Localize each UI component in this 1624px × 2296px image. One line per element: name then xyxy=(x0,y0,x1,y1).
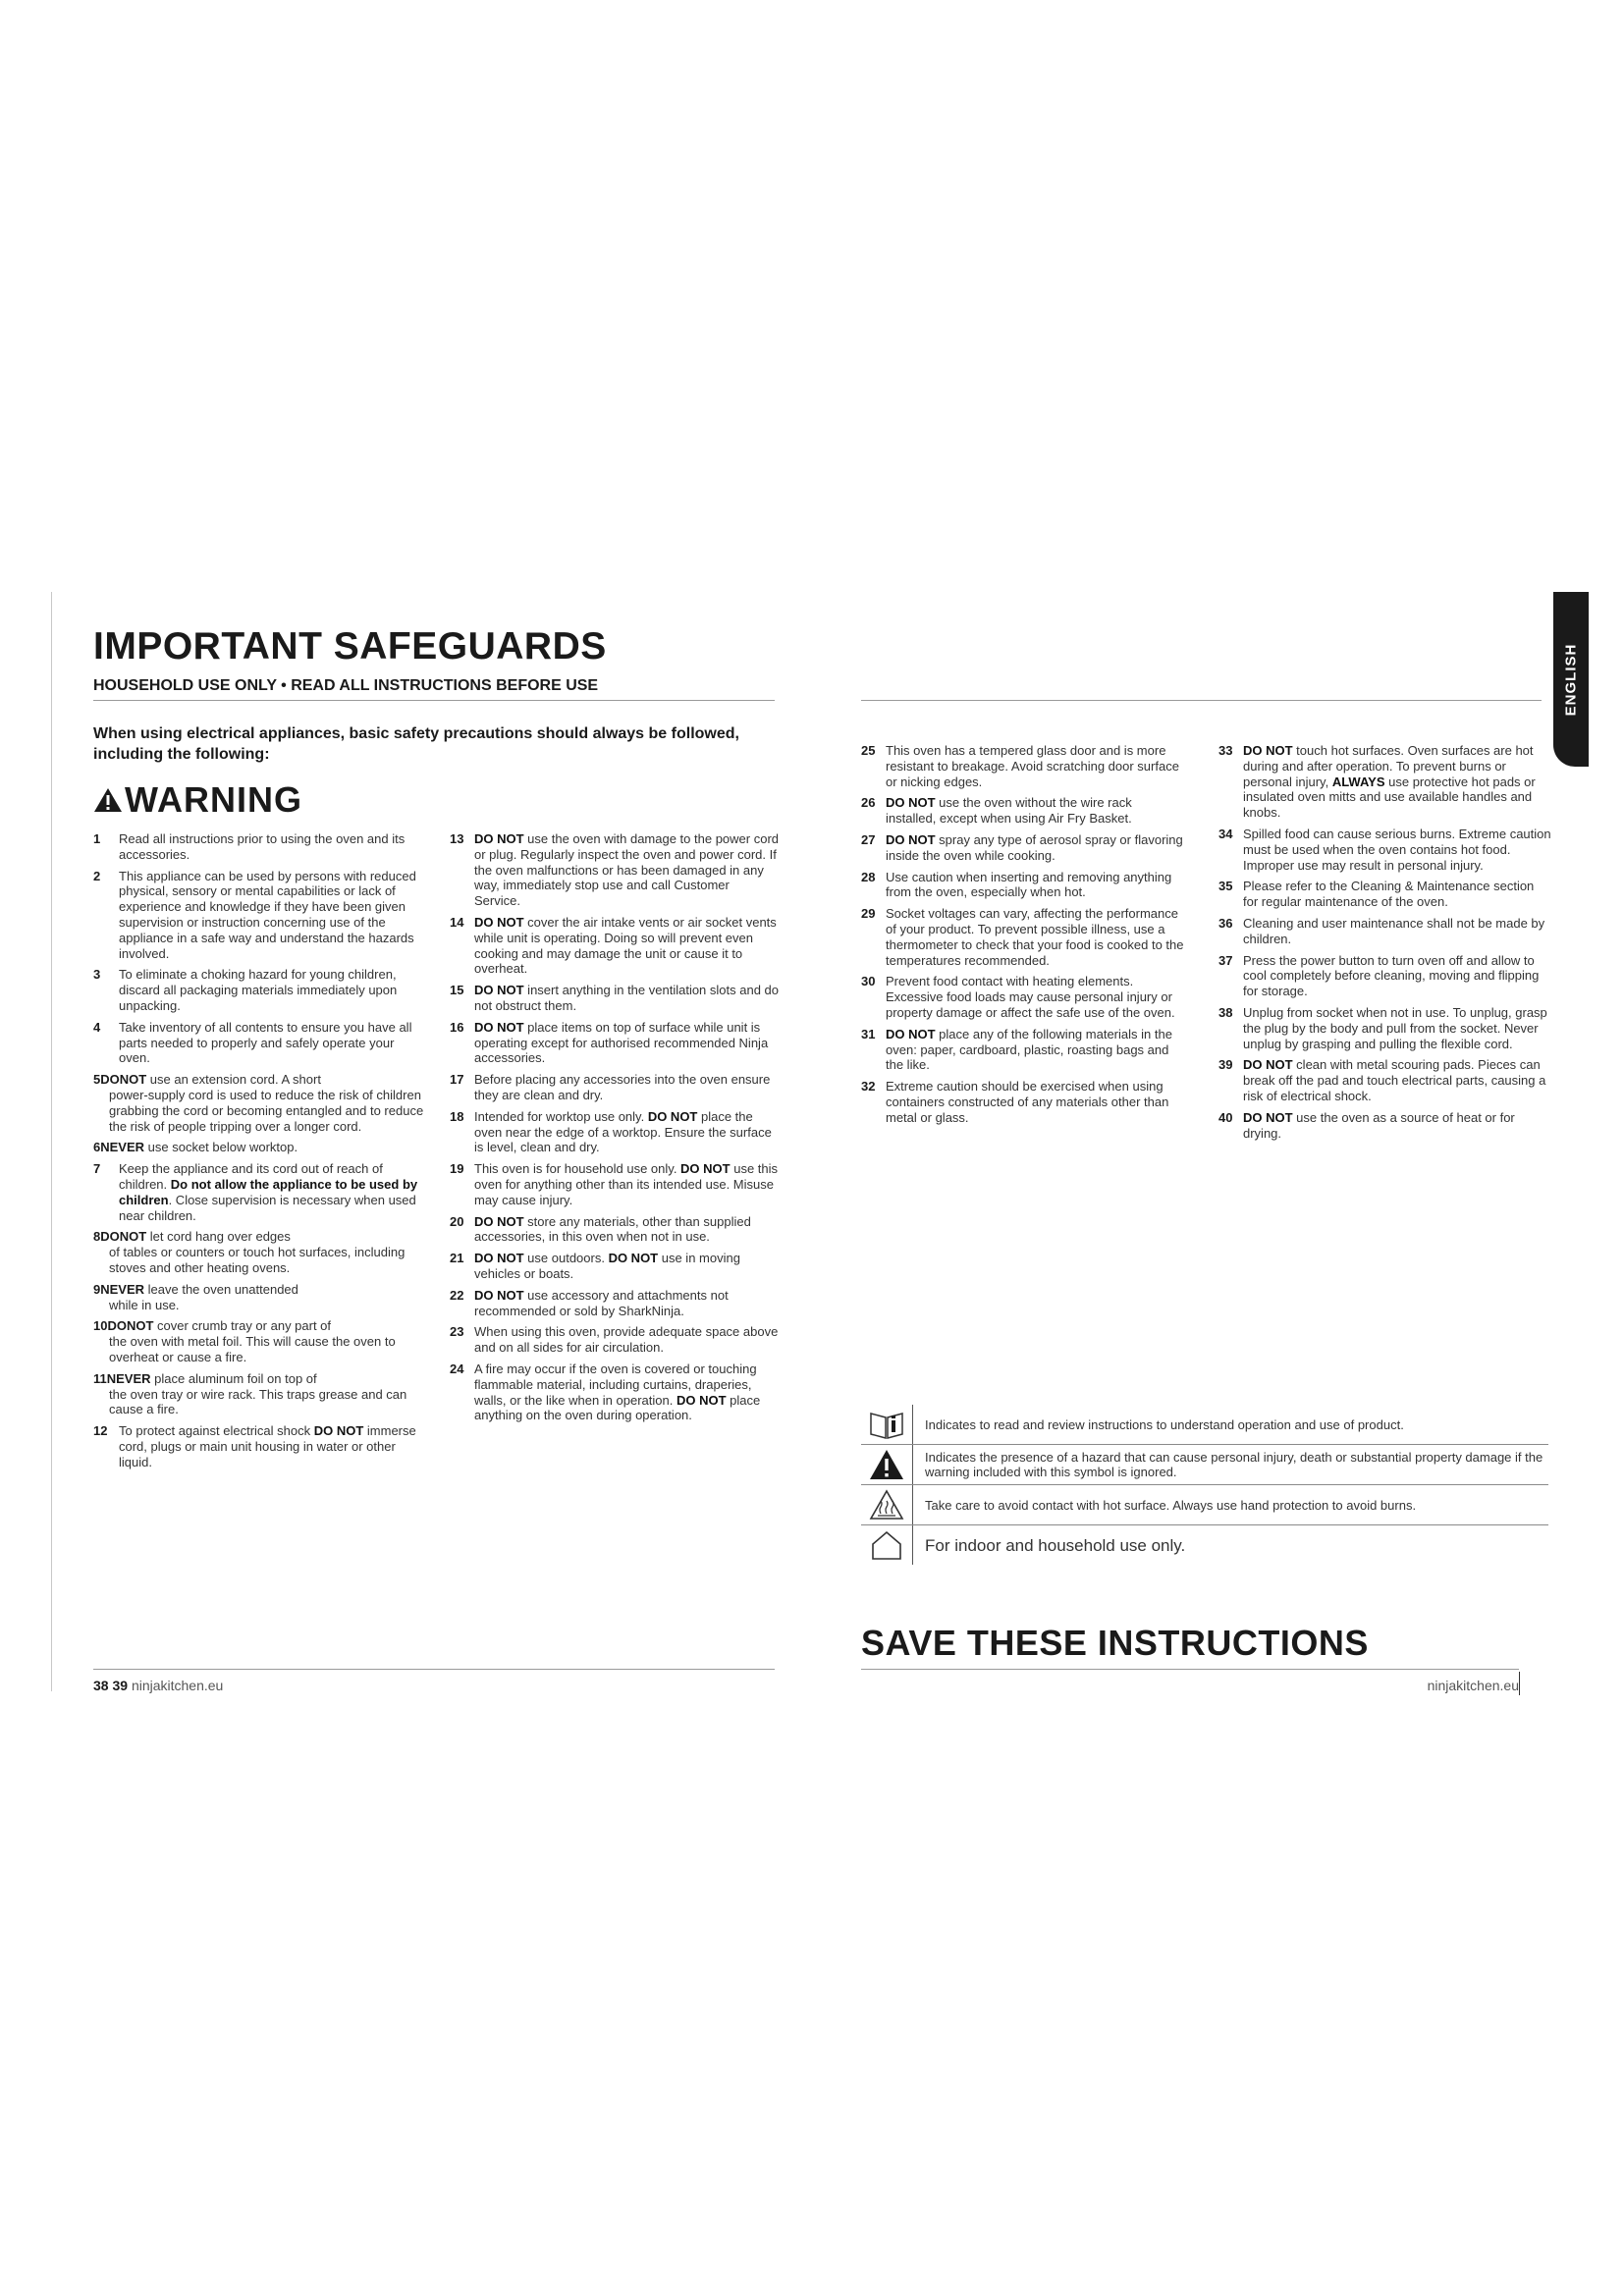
footer-website-left: ninjakitchen.eu xyxy=(131,1678,224,1693)
safeguard-text-run: use protective hot pads or insulated oven mitts and use available handles and knobs. xyxy=(1243,774,1536,821)
symbol-description: Take care to avoid contact with hot surface. Always use hand protection to avoid burns. xyxy=(925,1497,1417,1513)
safeguard-emphasis: DO NOT xyxy=(474,1287,524,1303)
symbol-description: Indicates the presence of a hazard that can cause personal injury, death or substantial property damage if the warning included with this symbol is ignored. xyxy=(925,1450,1543,1479)
warning-label: WARNING xyxy=(125,779,302,820)
safeguard-number: 9NEVER xyxy=(93,1281,145,1297)
safeguard-text-run: Socket voltages can vary, affecting the performance of your product. To prevent possible illness, use a thermometer to check that your food is cooked to the temperatures recommended. xyxy=(886,906,1184,968)
info-book-icon xyxy=(868,1408,905,1441)
safeguard-text xyxy=(886,974,1185,1020)
safeguard-item xyxy=(450,1288,779,1319)
safeguard-continuation xyxy=(93,1387,427,1418)
safeguard-item xyxy=(861,870,1185,901)
safeguard-item xyxy=(1218,1005,1552,1051)
header-rule-left xyxy=(93,700,775,701)
safeguard-text-run: Spilled food can cause serious burns. Extreme caution must be used when the oven contains hot food. Improper use may result in personal injury. xyxy=(1243,826,1551,873)
safeguard-number: 13 xyxy=(450,831,464,846)
symbol-row xyxy=(861,1405,1548,1445)
safeguard-emphasis: DO NOT xyxy=(1243,1109,1293,1125)
safeguard-emphasis: DO NOT xyxy=(313,1423,364,1439)
safeguard-text xyxy=(119,1020,427,1066)
safeguard-text-run: touch hot surfaces. Oven surfaces are hot during and after operation. To prevent burns or personal injury, xyxy=(1243,743,1534,789)
safeguard-text-run: place items on top of surface while unit is operating except for authorised recommended Ninja accessories. xyxy=(474,1019,769,1066)
safeguards-column-2 xyxy=(450,831,779,1429)
safeguard-number: 21 xyxy=(450,1251,464,1266)
safeguard-text xyxy=(1243,879,1552,910)
safeguard-text-run: This oven has a tempered glass door and is more resistant to breakage. Avoid scratching door surface or nicking edges. xyxy=(886,743,1179,789)
safeguard-text-run: use this oven for anything other than its intended use. Misuse may cause injury. xyxy=(474,1161,779,1207)
safeguard-text xyxy=(886,870,1185,901)
safeguard-text-run: the oven with metal foil. This will cause the oven to overheat or cause a fire. xyxy=(109,1334,396,1364)
safeguard-number: 22 xyxy=(450,1287,464,1303)
safeguard-text-run: Please refer to the Cleaning & Maintenance section for regular maintenance of the oven. xyxy=(1243,879,1535,910)
safeguards-column-4 xyxy=(1218,743,1552,1147)
safeguard-text-run: Extreme caution should be exercised when using containers constructed of any materials other than metal or glass. xyxy=(886,1079,1169,1125)
safeguard-text xyxy=(886,1027,1185,1073)
page-numbers: 38 39 xyxy=(93,1678,129,1693)
safeguard-text-run: Use caution when inserting and removing anything from the oven, especially when hot. xyxy=(886,869,1172,900)
safeguard-item xyxy=(1218,1057,1552,1103)
safeguard-number: 26 xyxy=(861,795,876,811)
safeguard-text xyxy=(1243,743,1552,821)
footer-edge-bar xyxy=(1519,1672,1520,1695)
safeguard-item xyxy=(1218,879,1552,910)
safeguard-text-run: use the oven with damage to the power cord or plug. Regularly inspect the oven and power cord. If the oven malfunctions or has been damaged in any way, immediately stop use and call Customer Service. xyxy=(474,831,779,909)
safeguard-text xyxy=(474,1020,779,1066)
safeguard-item xyxy=(450,915,779,977)
safeguard-text xyxy=(886,1079,1185,1125)
symbol-description: For indoor and household use only. xyxy=(925,1535,1186,1555)
safeguard-text-run: store any materials, other than supplied accessories, in this oven when not in use. xyxy=(474,1213,751,1245)
safeguard-number: 31 xyxy=(861,1026,876,1041)
safeguard-emphasis: Do not allow the appliance to be used by children xyxy=(119,1176,418,1207)
footer-rule-left xyxy=(93,1669,775,1670)
safeguard-text-run: To eliminate a choking hazard for young children, discard all packaging materials immediately upon unpacking. xyxy=(119,967,398,1013)
warning-triangle-icon xyxy=(868,1448,905,1481)
safeguard-number: 24 xyxy=(450,1361,464,1376)
safeguard-number: 5DONOT xyxy=(93,1072,147,1088)
safeguard-text-run: Unplug from socket when not in use. To unplug, grasp the plug by the body and pull from the socket. Never unplug by grasping and pulling the flexible cord. xyxy=(1243,1004,1547,1051)
safeguard-number: 30 xyxy=(861,974,876,989)
safeguard-number: 23 xyxy=(450,1324,464,1340)
safeguard-text-run: Prevent food contact with heating elements. Excessive food loads may cause personal injury or property damage or affect the safe use of the oven. xyxy=(886,974,1175,1020)
safeguard-number: 16 xyxy=(450,1019,464,1035)
safeguard-text xyxy=(119,869,427,962)
safeguard-text-run: while in use. xyxy=(109,1297,180,1312)
safeguard-number: 4 xyxy=(93,1019,101,1035)
safeguard-number: 15 xyxy=(450,983,464,998)
safeguard-number: 20 xyxy=(450,1213,464,1229)
hot-surface-icon xyxy=(868,1488,905,1522)
footer-rule-right xyxy=(861,1669,1519,1670)
safeguard-lead-text: use an extension cord. A short xyxy=(146,1072,321,1088)
safeguard-number: 14 xyxy=(450,914,464,930)
safeguard-emphasis: DO NOT xyxy=(474,1213,524,1229)
safeguard-text xyxy=(886,832,1185,864)
safeguard-number: 28 xyxy=(861,869,876,884)
safeguard-text-run: power-supply cord is used to reduce the risk of children grabbing the cord or becoming entangled and to reduce the risk of people tripping over a longer cord. xyxy=(109,1087,424,1134)
safeguard-item xyxy=(450,1324,779,1356)
safeguard-text-run: clean with metal scouring pads. Pieces can break off the pad and touch electrical parts, causing a risk of electrical shock. xyxy=(1243,1057,1546,1103)
safeguard-number: 11NEVER xyxy=(93,1370,151,1386)
safeguard-emphasis: DO NOT xyxy=(647,1108,698,1124)
safeguard-number: 17 xyxy=(450,1072,464,1088)
safeguard-item xyxy=(450,831,779,909)
safeguard-number: 7 xyxy=(93,1161,101,1177)
safeguard-text-run: of tables or counters or touch hot surfaces, including stoves and other heating ovens. xyxy=(109,1245,406,1275)
safeguard-item xyxy=(450,1020,779,1066)
safeguard-item xyxy=(450,1214,779,1246)
safeguard-emphasis: DO NOT xyxy=(676,1392,727,1408)
safeguard-item xyxy=(450,1362,779,1423)
warning-heading xyxy=(93,779,302,821)
safeguard-number: 19 xyxy=(450,1161,464,1177)
safeguard-item xyxy=(93,1161,427,1223)
safeguard-text xyxy=(119,831,427,863)
safeguard-text-run: Cleaning and user maintenance shall not be made by children. xyxy=(1243,915,1545,946)
safeguard-text-run: A fire may occur if the oven is covered or touching flammable material, including curtains, draperies, walls, or the like when in operation. xyxy=(474,1361,757,1408)
safeguard-text xyxy=(886,795,1185,827)
safeguard-emphasis: DO NOT xyxy=(886,795,936,811)
safeguard-number: 27 xyxy=(861,831,876,847)
language-tab-label: ENGLISH xyxy=(1562,643,1580,716)
safeguard-text-run: place anything on the oven during operation. xyxy=(474,1392,761,1423)
safeguard-text-run: To protect against electrical shock xyxy=(119,1423,314,1439)
safeguard-text xyxy=(474,1214,779,1246)
safeguard-number: 35 xyxy=(1218,879,1233,894)
safeguard-emphasis: ALWAYS xyxy=(1331,774,1385,789)
safeguard-text-run: use the oven without the wire rack installed, except when using Air Fry Basket. xyxy=(886,795,1132,827)
safeguard-lead-text: let cord hang over edges xyxy=(146,1229,291,1245)
safeguard-item xyxy=(861,795,1185,827)
symbol-row xyxy=(861,1485,1548,1525)
safeguard-number: 8DONOT xyxy=(93,1229,147,1245)
safeguard-text-run: Before placing any accessories into the oven ensure they are clean and dry. xyxy=(474,1072,771,1102)
safeguard-text xyxy=(119,967,427,1013)
safeguard-item xyxy=(861,1027,1185,1073)
safeguard-text-run: Keep the appliance and its cord out of reach of children. xyxy=(119,1161,383,1192)
safeguard-text-run: place any of the following materials in the oven: paper, cardboard, plastic, roasting bags and the like. xyxy=(886,1026,1172,1073)
safeguard-item xyxy=(93,831,427,863)
safeguard-text xyxy=(474,983,779,1014)
safeguard-text xyxy=(119,1161,427,1223)
safeguard-lead-text: use socket below worktop. xyxy=(144,1140,298,1155)
safeguard-number: 12 xyxy=(93,1423,108,1439)
safeguard-item xyxy=(93,1423,427,1469)
safeguard-text xyxy=(474,1362,779,1423)
safeguard-item xyxy=(93,967,427,1013)
safeguard-emphasis: DO NOT xyxy=(474,983,524,998)
safeguard-item xyxy=(1218,827,1552,873)
safeguard-text xyxy=(886,743,1185,789)
safeguard-emphasis: DO NOT xyxy=(474,1251,524,1266)
safeguard-text-run: When using this oven, provide adequate space above and on all sides for air circulation. xyxy=(474,1324,779,1356)
safeguard-item xyxy=(93,869,427,962)
safeguard-text xyxy=(1243,1110,1552,1142)
safeguard-number: 32 xyxy=(861,1079,876,1095)
safeguard-number: 29 xyxy=(861,906,876,922)
safeguard-item xyxy=(1218,916,1552,947)
safeguard-item xyxy=(450,1072,779,1103)
safeguard-text xyxy=(474,1109,779,1155)
safeguard-text-run: use the oven as a source of heat or for drying. xyxy=(1243,1109,1515,1141)
safeguard-text xyxy=(474,1324,779,1356)
safeguard-item xyxy=(861,974,1185,1020)
safeguard-text xyxy=(474,1251,779,1282)
safeguard-item xyxy=(93,1072,427,1134)
safeguard-emphasis: DO NOT xyxy=(886,1026,936,1041)
safeguard-text xyxy=(474,915,779,977)
safeguard-item xyxy=(450,1251,779,1282)
page-title: IMPORTANT SAFEGUARDS xyxy=(93,625,607,667)
safeguard-emphasis: DO NOT xyxy=(474,1019,524,1035)
safeguard-item xyxy=(1218,1110,1552,1142)
safeguard-text xyxy=(1243,1057,1552,1103)
safeguard-item xyxy=(450,1161,779,1207)
safeguard-continuation xyxy=(93,1334,427,1365)
safeguard-number: 36 xyxy=(1218,915,1233,931)
safeguard-text xyxy=(886,906,1185,968)
safeguard-item xyxy=(861,1079,1185,1125)
symbol-row xyxy=(861,1525,1548,1565)
safeguard-text-run: This appliance can be used by persons with reduced physical, sensory or mental capabilities or lack of experience and knowledge if they have been given supervision or instruction concerning use of the appliance in a safe way and understand the hazards involved. xyxy=(119,868,416,961)
safeguard-text-run: . Close supervision is necessary when used near children. xyxy=(119,1192,416,1223)
safeguard-item xyxy=(861,743,1185,789)
safeguard-number: 34 xyxy=(1218,826,1233,841)
safeguard-text-run: spray any type of aerosol spray or flavoring inside the oven while cooking. xyxy=(886,831,1183,863)
symbol-row xyxy=(861,1445,1548,1485)
symbol-legend xyxy=(861,1405,1548,1565)
safeguard-number: 10DONOT xyxy=(93,1318,154,1334)
safeguard-continuation xyxy=(93,1088,427,1134)
safeguard-item xyxy=(1218,743,1552,821)
safeguard-item xyxy=(93,1229,427,1275)
language-tab xyxy=(1553,592,1589,767)
safeguard-number: 37 xyxy=(1218,952,1233,968)
intro-text: When using electrical appliances, basic safety precautions should always be followed, including the following: xyxy=(93,725,739,763)
safeguard-text-run: immerse cord, plugs or main unit housing in water or other liquid. xyxy=(119,1423,416,1469)
safeguard-emphasis: DO NOT xyxy=(1243,743,1293,758)
safeguard-number: 38 xyxy=(1218,1004,1233,1020)
safeguard-lead-text: leave the oven unattended xyxy=(144,1281,298,1297)
safeguard-item xyxy=(93,1318,427,1364)
header-rule-right xyxy=(861,700,1542,701)
safeguard-item xyxy=(450,1109,779,1155)
safeguard-item xyxy=(450,983,779,1014)
safeguard-item xyxy=(93,1282,427,1313)
safeguards-column-3 xyxy=(861,743,1185,1132)
safeguard-text xyxy=(1243,827,1552,873)
warning-triangle-icon xyxy=(93,786,123,814)
safeguard-text-run: use in moving vehicles or boats. xyxy=(474,1251,740,1281)
safeguard-emphasis: DO NOT xyxy=(474,914,524,930)
safeguard-text xyxy=(1243,1005,1552,1051)
safeguard-text-run: place the oven near the edge of a worktop. Ensure the surface is level, clean and dry. xyxy=(474,1108,772,1155)
safeguard-text xyxy=(474,1072,779,1103)
safeguard-text-run: Take inventory of all contents to ensure you have all parts needed to properly and safely operate your oven. xyxy=(119,1019,412,1066)
safeguard-item xyxy=(861,906,1185,968)
symbol-description: Indicates to read and review instructions to understand operation and use of product. xyxy=(925,1416,1404,1432)
safeguard-emphasis: DO NOT xyxy=(680,1161,731,1177)
safeguard-text xyxy=(144,1140,298,1154)
safeguard-number: 18 xyxy=(450,1108,464,1124)
safeguard-number: 39 xyxy=(1218,1057,1233,1073)
safeguard-emphasis: DO NOT xyxy=(886,831,936,847)
safeguard-text-run: use accessory and attachments not recommended or sold by SharkNinja. xyxy=(474,1287,729,1318)
safeguard-text-run: Intended for worktop use only. xyxy=(474,1108,648,1124)
safeguard-number: 1 xyxy=(93,831,101,846)
safeguard-text-run: This oven is for household use only. xyxy=(474,1161,681,1177)
safeguard-text xyxy=(474,831,779,909)
safeguard-text-run: Press the power button to turn oven off and allow to cool completely before cleaning, moving and flipping for storage. xyxy=(1243,952,1540,999)
safeguard-text-run: the oven tray or wire rack. This traps grease and can cause a fire. xyxy=(109,1386,407,1417)
safeguard-text-run: use outdoors. xyxy=(523,1251,609,1266)
safeguard-emphasis: DO NOT xyxy=(474,831,524,846)
safeguard-text xyxy=(474,1288,779,1319)
safeguard-item xyxy=(93,1140,427,1155)
page-left-edge xyxy=(51,592,52,1691)
safeguard-lead-text: cover crumb tray or any part of xyxy=(153,1318,332,1334)
safeguard-item xyxy=(93,1371,427,1417)
safeguards-column-1 xyxy=(93,831,427,1475)
safeguard-emphasis: DO NOT xyxy=(608,1251,659,1266)
safeguard-number: 40 xyxy=(1218,1109,1233,1125)
safeguard-number: 3 xyxy=(93,967,101,983)
safeguard-text-run: insert anything in the ventilation slots and do not obstruct them. xyxy=(474,983,780,1013)
save-instructions-heading: SAVE THESE INSTRUCTIONS xyxy=(861,1623,1369,1663)
safeguard-emphasis: DO NOT xyxy=(1243,1057,1293,1073)
safeguard-text-run: Read all instructions prior to using the oven and its accessories. xyxy=(119,831,406,862)
safeguard-text-run: cover the air intake vents or air socket vents while unit is operating. Doing so will prevent even cooking and may damage the unit or cause it to overheat. xyxy=(474,914,777,977)
safeguard-lead-text: place aluminum foil on top of xyxy=(150,1370,317,1386)
indoor-house-icon xyxy=(868,1528,905,1562)
safeguard-continuation xyxy=(93,1298,427,1313)
footer-website-right: ninjakitchen.eu xyxy=(1427,1678,1519,1693)
safeguard-number: 33 xyxy=(1218,743,1233,758)
safeguard-text xyxy=(1243,953,1552,999)
safeguard-text xyxy=(474,1161,779,1207)
safeguard-text xyxy=(1243,916,1552,947)
safeguard-continuation xyxy=(93,1245,427,1276)
page-subtitle: HOUSEHOLD USE ONLY • READ ALL INSTRUCTIONS BEFORE USE xyxy=(93,677,599,694)
safeguard-item xyxy=(861,832,1185,864)
footer-left xyxy=(93,1678,223,1693)
safeguard-item xyxy=(93,1020,427,1066)
safeguard-text xyxy=(119,1423,427,1469)
safeguard-item xyxy=(1218,953,1552,999)
safeguard-number: 6NEVER xyxy=(93,1140,145,1155)
safeguard-number: 25 xyxy=(861,743,876,758)
safeguard-number: 2 xyxy=(93,868,101,883)
